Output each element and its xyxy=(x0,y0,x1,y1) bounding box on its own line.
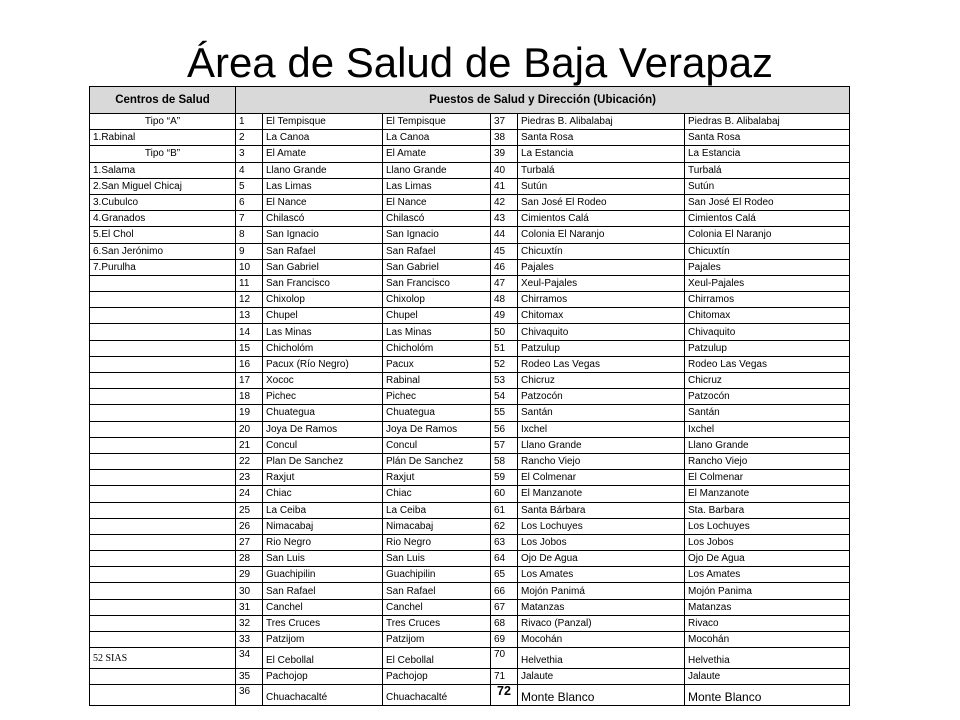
centro-cell: 3.Cubulco xyxy=(90,194,236,210)
centro-cell-empty xyxy=(90,373,236,389)
puesto-direccion: Helvethia xyxy=(685,648,850,669)
puesto-number: 23 xyxy=(236,470,263,486)
centro-cell-empty xyxy=(90,599,236,615)
puesto-name: San José El Rodeo xyxy=(518,194,685,210)
puesto-direccion: Llano Grande xyxy=(685,437,850,453)
puesto-number: 24 xyxy=(236,486,263,502)
puesto-direccion: San Rafael xyxy=(383,583,491,599)
puesto-number: 51 xyxy=(491,340,518,356)
puesto-number: 50 xyxy=(491,324,518,340)
puesto-direccion: Los Amates xyxy=(685,567,850,583)
puesto-direccion: Chiac xyxy=(383,486,491,502)
puesto-number: 35 xyxy=(236,669,263,685)
puesto-direccion: Rancho Viejo xyxy=(685,453,850,469)
puesto-direccion: Las Minas xyxy=(383,324,491,340)
puesto-direccion: Chivaquito xyxy=(685,324,850,340)
puesto-name: Matanzas xyxy=(518,599,685,615)
puesto-number: 28 xyxy=(236,551,263,567)
puesto-direccion: Piedras B. Alibalabaj xyxy=(685,114,850,130)
table-row xyxy=(90,275,850,291)
puesto-direccion: Santán xyxy=(685,405,850,421)
puesto-name: Patzocón xyxy=(518,389,685,405)
puesto-direccion: Mojón Panima xyxy=(685,583,850,599)
puesto-number: 52 xyxy=(491,356,518,372)
puesto-direccion: Chitomax xyxy=(685,308,850,324)
puesto-direccion: Jalaute xyxy=(685,669,850,685)
puesto-number: 34 xyxy=(236,648,263,669)
table-row xyxy=(90,340,850,356)
puesto-number: 2 xyxy=(236,130,263,146)
puesto-number: 72 xyxy=(491,685,518,706)
puesto-number: 56 xyxy=(491,421,518,437)
puesto-direccion: El Manzanote xyxy=(685,486,850,502)
puesto-name: Guachipilin xyxy=(263,567,383,583)
centro-cell-empty xyxy=(90,405,236,421)
puesto-direccion: Chuategua xyxy=(383,405,491,421)
puesto-name: Mocohán xyxy=(518,632,685,648)
puesto-number: 58 xyxy=(491,453,518,469)
centro-cell-empty xyxy=(90,583,236,599)
centro-cell: 2.San Miguel Chicaj xyxy=(90,178,236,194)
header-puestos: Puestos de Salud y Dirección (Ubicación) xyxy=(236,87,850,114)
table-row xyxy=(90,669,850,685)
puesto-name: Cimientos Calá xyxy=(518,211,685,227)
puesto-direccion: Los Jobos xyxy=(685,534,850,550)
puesto-number: 11 xyxy=(236,275,263,291)
centro-cell-empty xyxy=(90,308,236,324)
puesto-direccion: Chilascó xyxy=(383,211,491,227)
puesto-direccion: Patzulup xyxy=(685,340,850,356)
centro-cell-empty xyxy=(90,340,236,356)
puesto-name: Patzulup xyxy=(518,340,685,356)
puesto-direccion: Joya De Ramos xyxy=(383,421,491,437)
puesto-number: 7 xyxy=(236,211,263,227)
centro-cell-empty xyxy=(90,470,236,486)
puesto-direccion: Ojo De Agua xyxy=(685,551,850,567)
puesto-number: 44 xyxy=(491,227,518,243)
centro-cell: 1.Salama xyxy=(90,162,236,178)
puesto-name: Helvethia xyxy=(518,648,685,669)
centro-cell-empty xyxy=(90,486,236,502)
centro-cell-empty xyxy=(90,275,236,291)
puesto-direccion: Nimacabaj xyxy=(383,518,491,534)
puesto-direccion: El Cebollal xyxy=(383,648,491,669)
puesto-name: Pajales xyxy=(518,259,685,275)
table-row xyxy=(90,599,850,615)
health-centers-table xyxy=(89,86,850,706)
sias-label: 52 SIAS xyxy=(90,648,236,669)
puesto-direccion: Chupel xyxy=(383,308,491,324)
puesto-direccion: Guachipilin xyxy=(383,567,491,583)
puesto-direccion: Canchel xyxy=(383,599,491,615)
table-row xyxy=(90,437,850,453)
puesto-direccion: Tres Cruces xyxy=(383,615,491,631)
puesto-direccion: La Canoa xyxy=(383,130,491,146)
puesto-number: 39 xyxy=(491,146,518,162)
puesto-direccion: Pajales xyxy=(685,259,850,275)
puesto-name: Santán xyxy=(518,405,685,421)
puesto-name: La Canoa xyxy=(263,130,383,146)
puesto-number: 47 xyxy=(491,275,518,291)
puesto-number: 31 xyxy=(236,599,263,615)
centro-cell: 1.Rabinal xyxy=(90,130,236,146)
puesto-name: Concul xyxy=(263,437,383,453)
puesto-number: 14 xyxy=(236,324,263,340)
puesto-name: Xococ xyxy=(263,373,383,389)
puesto-name: Santa Bárbara xyxy=(518,502,685,518)
puesto-direccion: La Estancia xyxy=(685,146,850,162)
puesto-name: San Francisco xyxy=(263,275,383,291)
centro-cell-empty xyxy=(90,453,236,469)
centro-cell-empty xyxy=(90,324,236,340)
puesto-number: 49 xyxy=(491,308,518,324)
centro-cell: Tipo “A” xyxy=(90,114,236,130)
puesto-name: Los Amates xyxy=(518,567,685,583)
centro-cell-empty xyxy=(90,502,236,518)
puesto-number: 27 xyxy=(236,534,263,550)
table-row xyxy=(90,308,850,324)
page-title: Área de Salud de Baja Verapaz xyxy=(186,39,774,86)
centro-cell: 5.El Chol xyxy=(90,227,236,243)
puesto-number: 55 xyxy=(491,405,518,421)
puesto-direccion: Patzocón xyxy=(685,389,850,405)
puesto-direccion: Chuachacalté xyxy=(383,685,491,706)
puesto-name: Llano Grande xyxy=(263,162,383,178)
centro-cell-empty xyxy=(90,685,236,706)
table-row xyxy=(90,615,850,631)
puesto-number: 1 xyxy=(236,114,263,130)
puesto-direccion: Matanzas xyxy=(685,599,850,615)
table-header-row xyxy=(90,87,850,114)
puesto-name: Chicholóm xyxy=(263,340,383,356)
table-row xyxy=(90,227,850,243)
puesto-number: 43 xyxy=(491,211,518,227)
puesto-number: 71 xyxy=(491,669,518,685)
centro-cell: Tipo “B” xyxy=(90,146,236,162)
puesto-number: 25 xyxy=(236,502,263,518)
puesto-name: Pichec xyxy=(263,389,383,405)
table-row xyxy=(90,534,850,550)
puesto-number: 48 xyxy=(491,292,518,308)
puesto-direccion: Sutún xyxy=(685,178,850,194)
puesto-name: Chupel xyxy=(263,308,383,324)
puesto-direccion: Patzijom xyxy=(383,632,491,648)
table-row xyxy=(90,114,850,130)
table-row xyxy=(90,373,850,389)
puesto-name: Patzijom xyxy=(263,632,383,648)
centro-cell: 4.Granados xyxy=(90,211,236,227)
puesto-name: Las Limas xyxy=(263,178,383,194)
puesto-number: 46 xyxy=(491,259,518,275)
puesto-number: 9 xyxy=(236,243,263,259)
puesto-direccion: El Tempisque xyxy=(383,114,491,130)
puesto-name: Nimacabaj xyxy=(263,518,383,534)
puesto-number: 64 xyxy=(491,551,518,567)
puesto-name: San Ignacio xyxy=(263,227,383,243)
puesto-name: Rodeo Las Vegas xyxy=(518,356,685,372)
puesto-number: 37 xyxy=(491,114,518,130)
table-row xyxy=(90,356,850,372)
puesto-name: El Manzanote xyxy=(518,486,685,502)
puesto-number: 40 xyxy=(491,162,518,178)
puesto-direccion: Pacux xyxy=(383,356,491,372)
puesto-direccion: Pichec xyxy=(383,389,491,405)
puesto-direccion: Rabinal xyxy=(383,373,491,389)
puesto-number: 57 xyxy=(491,437,518,453)
puesto-number: 33 xyxy=(236,632,263,648)
table-row xyxy=(90,292,850,308)
puesto-name: Chuategua xyxy=(263,405,383,421)
puesto-name: Chitomax xyxy=(518,308,685,324)
table-row xyxy=(90,551,850,567)
table-row xyxy=(90,211,850,227)
puesto-direccion: Ixchel xyxy=(685,421,850,437)
puesto-number: 61 xyxy=(491,502,518,518)
puesto-direccion: Turbalá xyxy=(685,162,850,178)
puesto-direccion: Concul xyxy=(383,437,491,453)
table-row xyxy=(90,632,850,648)
puesto-name: Pachojop xyxy=(263,669,383,685)
puesto-number: 21 xyxy=(236,437,263,453)
table-row xyxy=(90,324,850,340)
puesto-name: Chivaquito xyxy=(518,324,685,340)
puesto-name: Ojo De Agua xyxy=(518,551,685,567)
centro-cell-empty xyxy=(90,567,236,583)
centro-cell-empty xyxy=(90,632,236,648)
puesto-name: Los Lochuyes xyxy=(518,518,685,534)
puesto-number: 18 xyxy=(236,389,263,405)
puesto-direccion: Rodeo Las Vegas xyxy=(685,356,850,372)
puesto-name: Llano Grande xyxy=(518,437,685,453)
puesto-name: Xeul-Pajales xyxy=(518,275,685,291)
puesto-number: 36 xyxy=(236,685,263,706)
table-row xyxy=(90,162,850,178)
puesto-number: 8 xyxy=(236,227,263,243)
table-row xyxy=(90,130,850,146)
puesto-direccion: Las Limas xyxy=(383,178,491,194)
puesto-number: 13 xyxy=(236,308,263,324)
puesto-number: 53 xyxy=(491,373,518,389)
puesto-number: 45 xyxy=(491,243,518,259)
puesto-number: 29 xyxy=(236,567,263,583)
puesto-direccion: San Rafael xyxy=(383,243,491,259)
puesto-direccion: Sta. Barbara xyxy=(685,502,850,518)
puesto-name: Las Minas xyxy=(263,324,383,340)
puesto-number: 10 xyxy=(236,259,263,275)
puesto-name: Chicruz xyxy=(518,373,685,389)
puesto-direccion: Santa Rosa xyxy=(685,130,850,146)
puesto-name: Pacux (Río Negro) xyxy=(263,356,383,372)
table-row xyxy=(90,685,850,706)
table-row xyxy=(90,259,850,275)
puesto-name: Chilascó xyxy=(263,211,383,227)
table-row xyxy=(90,518,850,534)
puesto-number: 68 xyxy=(491,615,518,631)
puesto-name: Chixolop xyxy=(263,292,383,308)
puesto-number: 69 xyxy=(491,632,518,648)
puesto-name: El Colmenar xyxy=(518,470,685,486)
table-row xyxy=(90,421,850,437)
table-row xyxy=(90,243,850,259)
puesto-name: San Rafael xyxy=(263,243,383,259)
centro-cell-empty xyxy=(90,534,236,550)
puesto-direccion: Chirramos xyxy=(685,292,850,308)
puesto-name: Rivaco (Panzal) xyxy=(518,615,685,631)
puesto-number: 66 xyxy=(491,583,518,599)
puesto-direccion: Monte Blanco xyxy=(685,685,850,706)
puesto-number: 19 xyxy=(236,405,263,421)
puesto-number: 67 xyxy=(491,599,518,615)
puesto-name: Jalaute xyxy=(518,669,685,685)
puesto-number: 26 xyxy=(236,518,263,534)
puesto-direccion: Rio Negro xyxy=(383,534,491,550)
puesto-name: El Nance xyxy=(263,194,383,210)
puesto-name: Chiac xyxy=(263,486,383,502)
puesto-number: 59 xyxy=(491,470,518,486)
puesto-direccion: La Ceiba xyxy=(383,502,491,518)
table-row xyxy=(90,389,850,405)
table-row xyxy=(90,583,850,599)
puesto-direccion: Llano Grande xyxy=(383,162,491,178)
puesto-name: Monte Blanco xyxy=(518,685,685,706)
puesto-direccion: Chixolop xyxy=(383,292,491,308)
centro-cell-empty xyxy=(90,669,236,685)
header-centros: Centros de Salud xyxy=(90,87,236,114)
table-row xyxy=(90,194,850,210)
puesto-direccion: San Francisco xyxy=(383,275,491,291)
puesto-name: San Luis xyxy=(263,551,383,567)
puesto-direccion: El Colmenar xyxy=(685,470,850,486)
puesto-direccion: El Nance xyxy=(383,194,491,210)
puesto-number: 4 xyxy=(236,162,263,178)
puesto-number: 20 xyxy=(236,421,263,437)
puesto-name: Sutún xyxy=(518,178,685,194)
centro-cell: 6.San Jerónimo xyxy=(90,243,236,259)
puesto-name: Rio Negro xyxy=(263,534,383,550)
puesto-name: Los Jobos xyxy=(518,534,685,550)
puesto-direccion: Chicuxtín xyxy=(685,243,850,259)
puesto-name: La Ceiba xyxy=(263,502,383,518)
puesto-direccion: Chicholóm xyxy=(383,340,491,356)
puesto-name: Mojón Panimá xyxy=(518,583,685,599)
puesto-number: 15 xyxy=(236,340,263,356)
puesto-direccion: Raxjut xyxy=(383,470,491,486)
puesto-name: El Amate xyxy=(263,146,383,162)
puesto-name: Chicuxtín xyxy=(518,243,685,259)
puesto-number: 30 xyxy=(236,583,263,599)
table-row xyxy=(90,648,850,669)
puesto-direccion: San Gabriel xyxy=(383,259,491,275)
puesto-direccion: San Ignacio xyxy=(383,227,491,243)
puesto-number: 63 xyxy=(491,534,518,550)
puesto-name: Santa Rosa xyxy=(518,130,685,146)
centro-cell-empty xyxy=(90,437,236,453)
puesto-name: Rancho Viejo xyxy=(518,453,685,469)
puesto-number: 62 xyxy=(491,518,518,534)
puesto-name: El Tempisque xyxy=(263,114,383,130)
puesto-direccion: Los Lochuyes xyxy=(685,518,850,534)
table-row xyxy=(90,405,850,421)
puesto-name: Turbalá xyxy=(518,162,685,178)
puesto-name: San Rafael xyxy=(263,583,383,599)
puesto-name: Tres Cruces xyxy=(263,615,383,631)
puesto-name: Piedras B. Alibalabaj xyxy=(518,114,685,130)
table-row xyxy=(90,486,850,502)
table-row xyxy=(90,567,850,583)
puesto-number: 12 xyxy=(236,292,263,308)
table-row xyxy=(90,470,850,486)
centro-cell-empty xyxy=(90,518,236,534)
puesto-number: 42 xyxy=(491,194,518,210)
centro-cell-empty xyxy=(90,551,236,567)
puesto-number: 38 xyxy=(491,130,518,146)
centro-cell-empty xyxy=(90,421,236,437)
puesto-direccion: Plán De Sanchez xyxy=(383,453,491,469)
puesto-number: 3 xyxy=(236,146,263,162)
puesto-name: La Estancia xyxy=(518,146,685,162)
puesto-number: 65 xyxy=(491,567,518,583)
puesto-name: San Gabriel xyxy=(263,259,383,275)
table-row xyxy=(90,453,850,469)
puesto-number: 16 xyxy=(236,356,263,372)
puesto-direccion: Xeul-Pajales xyxy=(685,275,850,291)
puesto-number: 70 xyxy=(491,648,518,669)
puesto-direccion: Colonia El Naranjo xyxy=(685,227,850,243)
puesto-name: Canchel xyxy=(263,599,383,615)
puesto-number: 6 xyxy=(236,194,263,210)
centro-cell: 7.Purulha xyxy=(90,259,236,275)
table-body xyxy=(90,114,850,706)
puesto-name: Plan De Sanchez xyxy=(263,453,383,469)
puesto-direccion: Cimientos Calá xyxy=(685,211,850,227)
puesto-number: 54 xyxy=(491,389,518,405)
puesto-direccion: Pachojop xyxy=(383,669,491,685)
centro-cell-empty xyxy=(90,356,236,372)
puesto-number: 22 xyxy=(236,453,263,469)
puesto-name: Joya De Ramos xyxy=(263,421,383,437)
puesto-name: El Cebollal xyxy=(263,648,383,669)
puesto-direccion: Rivaco xyxy=(685,615,850,631)
puesto-number: 41 xyxy=(491,178,518,194)
puesto-name: Chirramos xyxy=(518,292,685,308)
puesto-direccion: San José El Rodeo xyxy=(685,194,850,210)
table-row xyxy=(90,502,850,518)
table-row xyxy=(90,178,850,194)
puesto-number: 5 xyxy=(236,178,263,194)
table-row xyxy=(90,146,850,162)
puesto-name: Ixchel xyxy=(518,421,685,437)
puesto-number: 17 xyxy=(236,373,263,389)
puesto-name: Raxjut xyxy=(263,470,383,486)
centro-cell-empty xyxy=(90,292,236,308)
puesto-number: 60 xyxy=(491,486,518,502)
centro-cell-empty xyxy=(90,389,236,405)
puesto-direccion: El Amate xyxy=(383,146,491,162)
puesto-number: 32 xyxy=(236,615,263,631)
puesto-direccion: Chicruz xyxy=(685,373,850,389)
centro-cell-empty xyxy=(90,615,236,631)
puesto-name: Colonia El Naranjo xyxy=(518,227,685,243)
puesto-direccion: Mocohán xyxy=(685,632,850,648)
puesto-direccion: San Luis xyxy=(383,551,491,567)
puesto-name: Chuachacalté xyxy=(263,685,383,706)
